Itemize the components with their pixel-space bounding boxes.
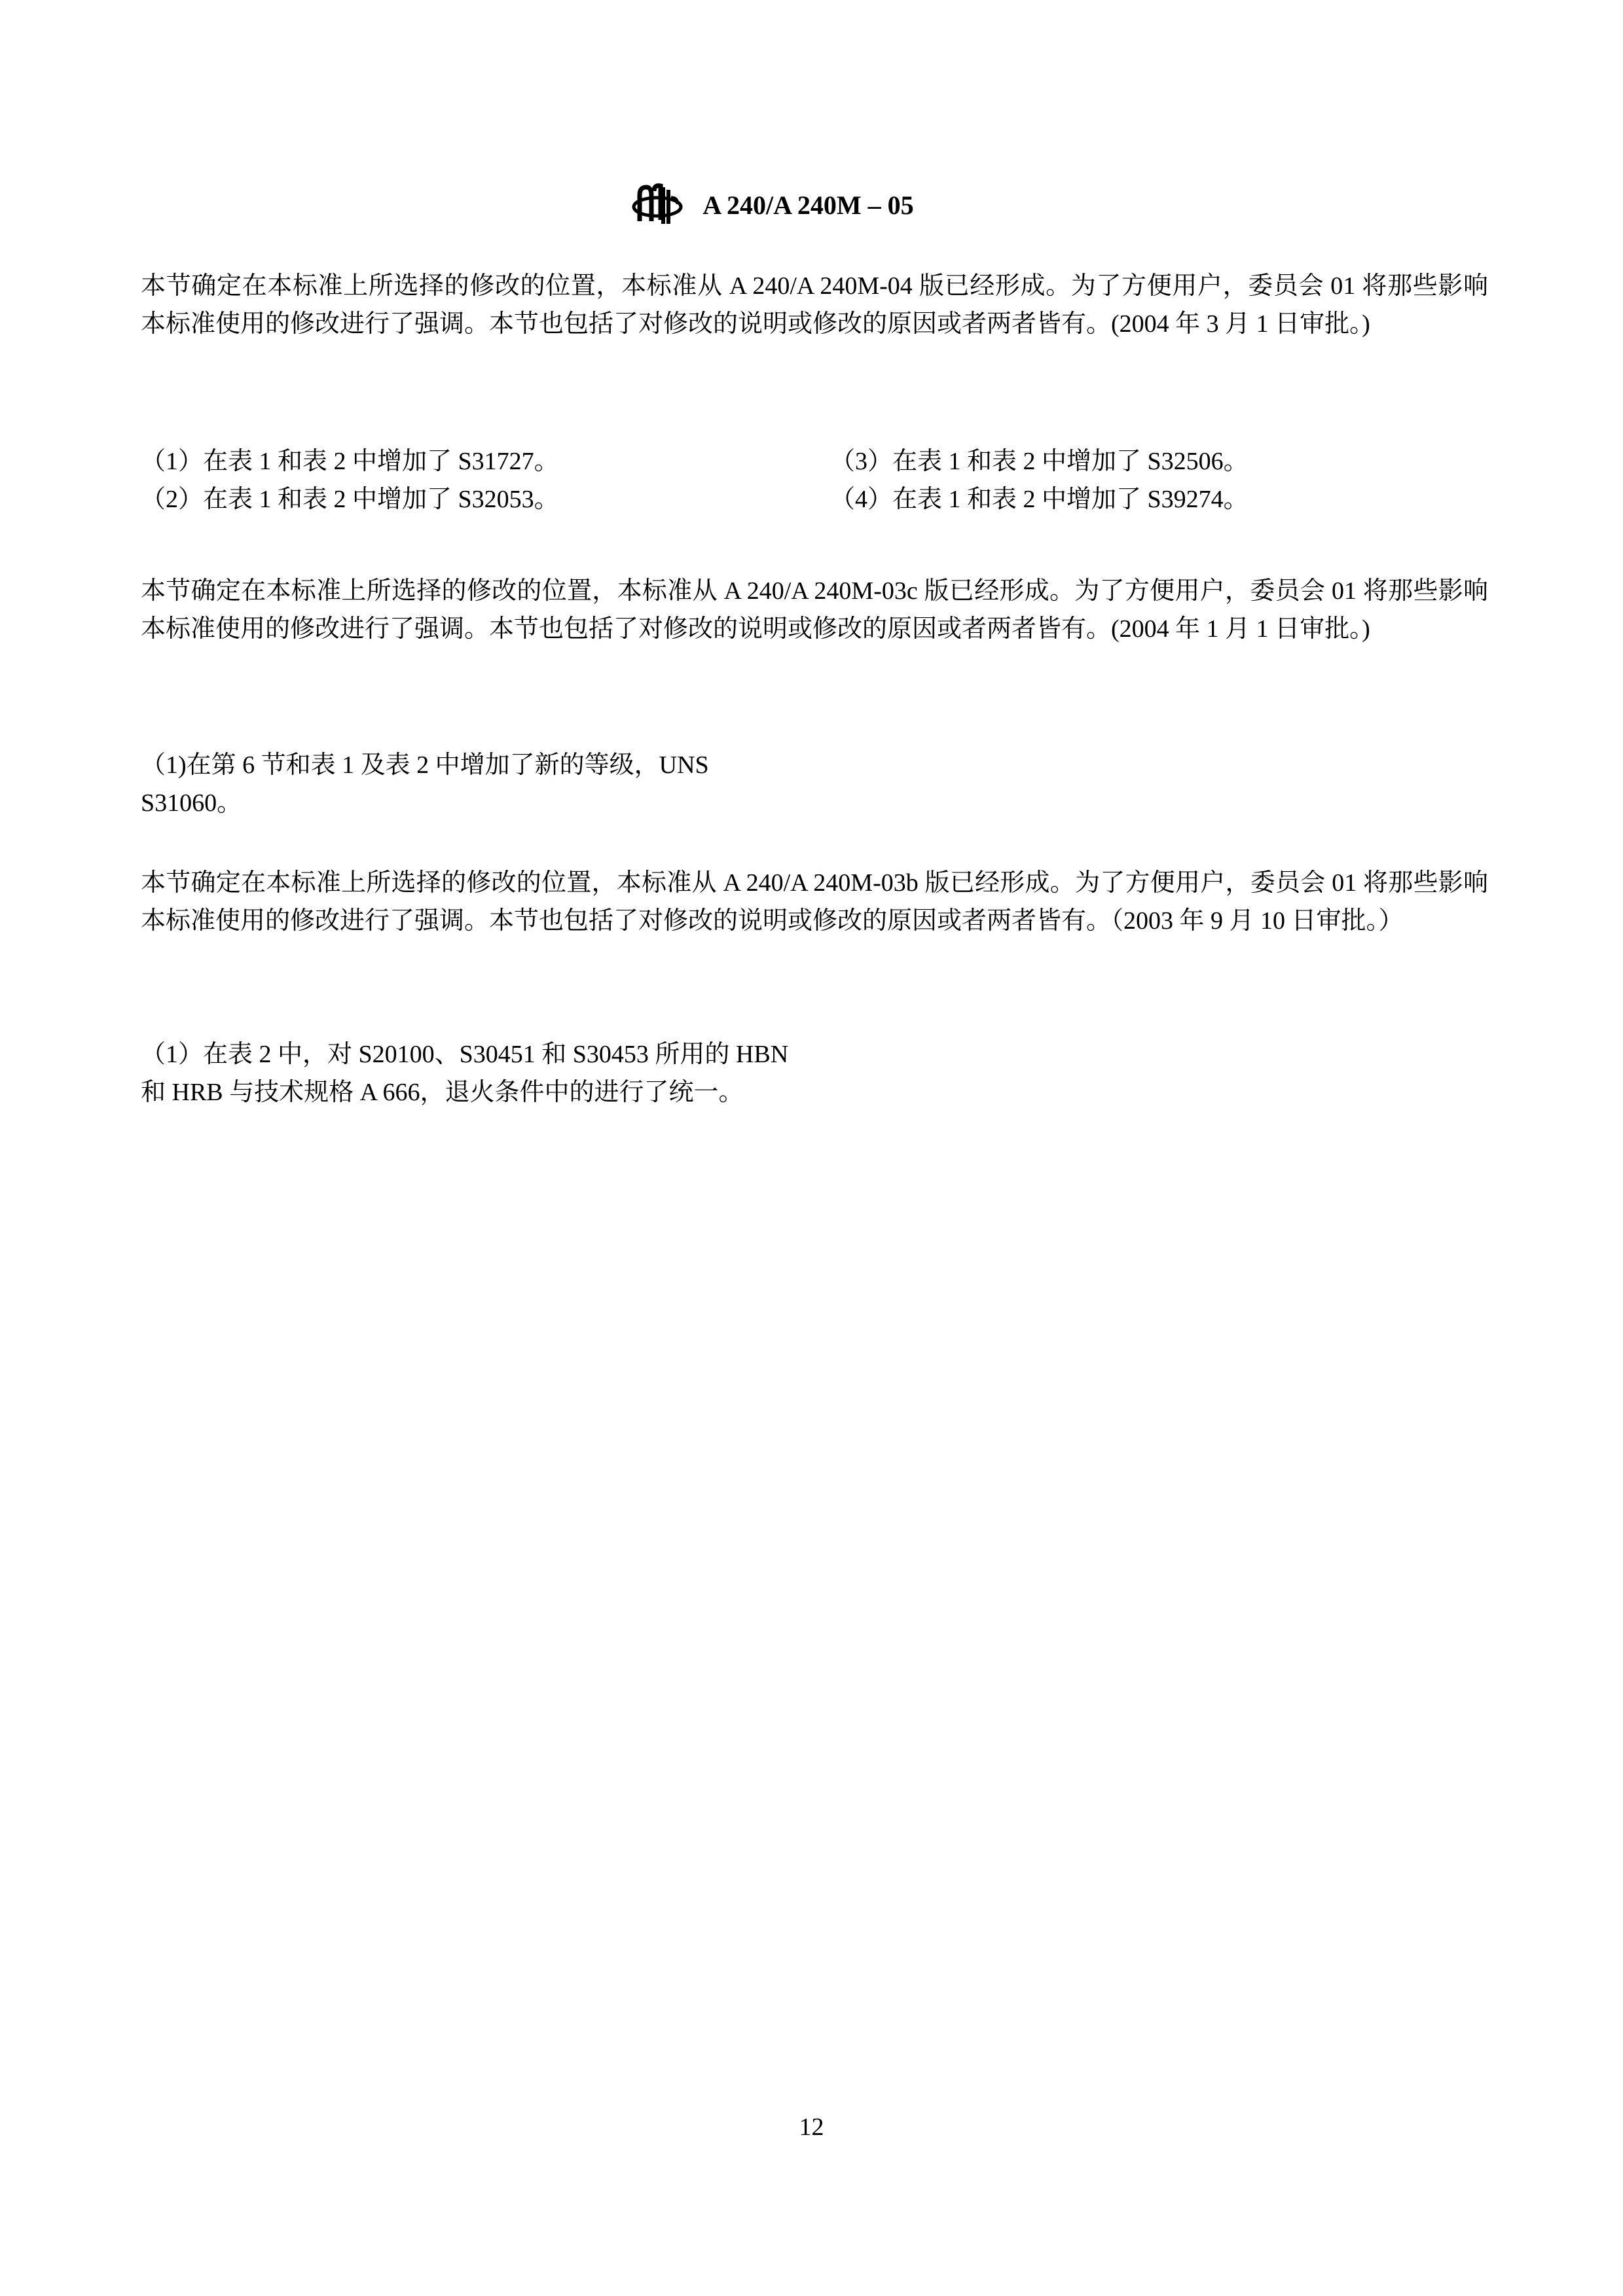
list-item: （1）在表 1 和表 2 中增加了 S31727。 [141,448,559,475]
revision-paragraph-04: 本节确定在本标准上所选择的修改的位置，本标准从 A 240/A 240M-04 版已经形成。为了方便用户，委员会 01 将那些影响本标准使用的修改进行了强调。本节也包括了对修改的说明或修改的原因或者两者皆有。(2004 年 3 月 1 日审批。) [141,272,1488,338]
list-item: （3）在表 1 和表 2 中增加了 S32506。 [830,448,1249,475]
list-item: （1)在第 6 节和表 1 及表 2 中增加了新的等级，UNS S31060。 [141,751,709,817]
list-item: （1）在表 2 中，对 S20100、S30451 和 S30453 所用的 HBN 和 HRB 与技术规格 A 666，退火条件中的进行了统一。 [141,1041,789,1106]
astm-logo-icon [630,178,684,232]
page-number: 12 [799,2113,824,2141]
page-header [0,178,1623,232]
revision-paragraph-03c: 本节确定在本标准上所选择的修改的位置，本标准从 A 240/A 240M-03c 版已经形成。为了方便用户，委员会 01 将那些影响本标准使用的修改进行了强调。本节也包括了对修改的说明或修改的原因或者两者皆有。(2004 年 1 月 1 日审批。) [141,577,1488,643]
revision-paragraph-03b: 本节确定在本标准上所选择的修改的位置，本标准从 A 240/A 240M-03b 版已经形成。为了方便用户，委员会 01 将那些影响本标准使用的修改进行了强调。本节也包括了对修改的说明或修改的原因或者两者皆有。（2003 年 9 月 10 日审批。） [141,869,1488,935]
list-item: （2）在表 1 和表 2 中增加了 S32053。 [141,486,559,513]
list-item: （4）在表 1 和表 2 中增加了 S39274。 [830,486,1249,513]
document-title: A 240/A 240M – 05 [702,190,914,220]
